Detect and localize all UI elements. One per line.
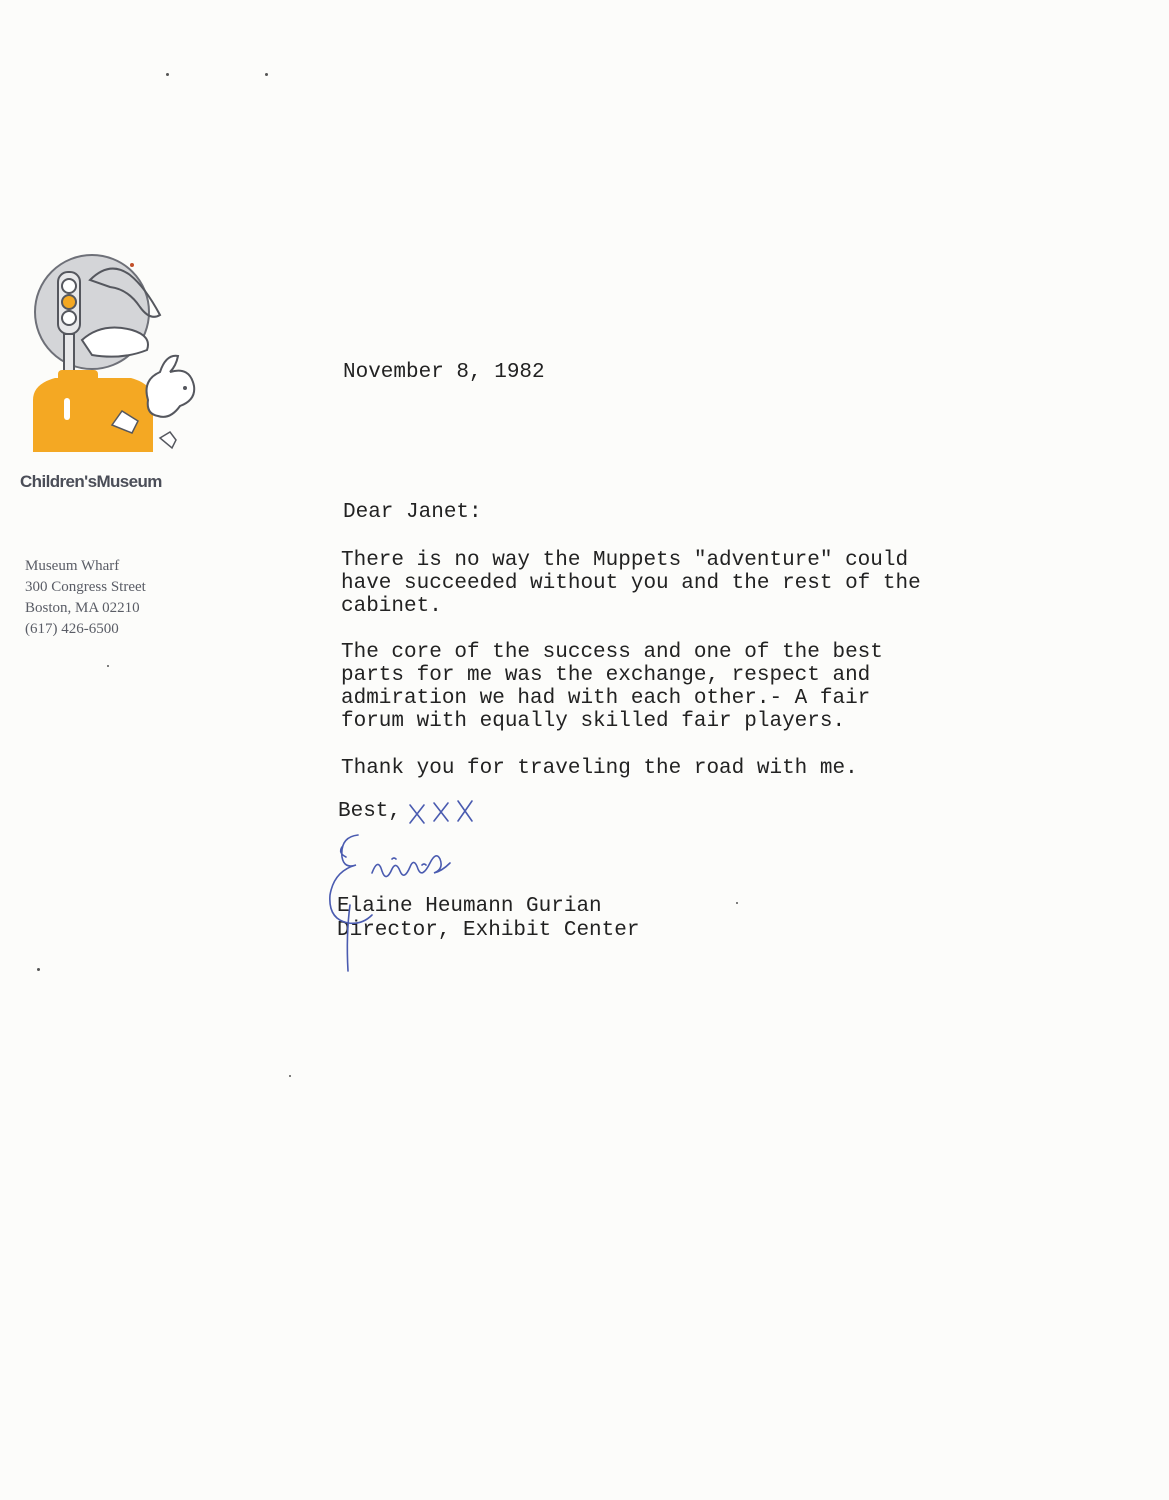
organization-name: Children'sMuseum bbox=[20, 472, 162, 491]
scan-speck bbox=[265, 73, 268, 76]
phone-number: (617) 426-6500 bbox=[25, 621, 119, 637]
childrens-museum-logo-icon bbox=[20, 250, 205, 475]
scan-speck bbox=[37, 968, 40, 971]
text-line: parts for me was the exchange, respect and bbox=[341, 664, 871, 687]
handwritten-signature bbox=[310, 795, 510, 975]
text-line: Thank you for traveling the road with me. bbox=[341, 757, 858, 780]
letter-date: November 8, 1982 bbox=[343, 361, 545, 384]
paragraph-3 bbox=[341, 757, 858, 780]
letterhead-address bbox=[25, 556, 146, 640]
signer-title: Director, Exhibit Center bbox=[337, 919, 640, 942]
scan-speck bbox=[107, 665, 109, 667]
text-line: There is no way the Muppets "adventure" could bbox=[341, 549, 909, 572]
scan-speck bbox=[736, 902, 738, 904]
paragraph-1 bbox=[341, 549, 921, 618]
text-line: have succeeded without you and the rest of the bbox=[341, 572, 921, 595]
text-line: The core of the success and one of the best bbox=[341, 641, 883, 664]
text-line: admiration we had with each other.- A fair bbox=[341, 687, 871, 710]
salutation: Dear Janet: bbox=[343, 501, 482, 524]
scan-speck bbox=[166, 73, 169, 76]
address-line: Boston, MA 02210 bbox=[25, 600, 140, 616]
address-line: Museum Wharf bbox=[25, 558, 120, 574]
scan-speck bbox=[289, 1075, 291, 1077]
signer-name: Elaine Heumann Gurian bbox=[337, 895, 602, 918]
scan-speck bbox=[130, 263, 134, 267]
paragraph-2 bbox=[341, 641, 883, 733]
address-line: 300 Congress Street bbox=[25, 579, 146, 595]
text-line: forum with equally skilled fair players. bbox=[341, 710, 846, 733]
text-line: cabinet. bbox=[341, 595, 442, 618]
closing: Best, bbox=[338, 800, 402, 823]
